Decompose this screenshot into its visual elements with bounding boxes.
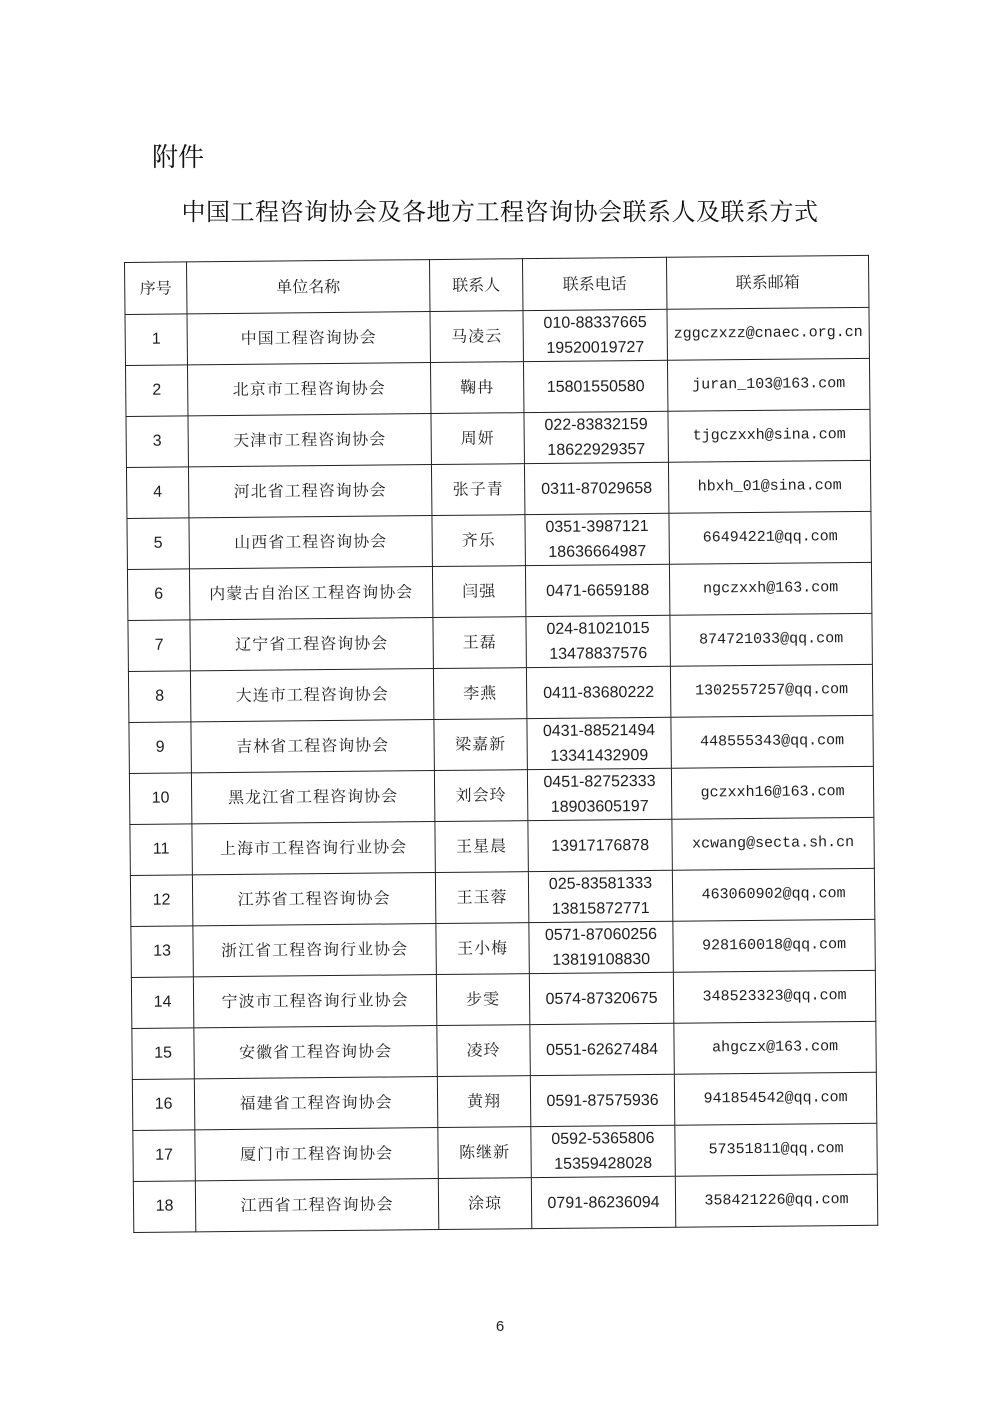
table-row [127,511,871,569]
contact-person: 李燕 [433,668,526,720]
phone-number: 0574-87320675 [545,989,658,1008]
organization-name: 山西省工程咨询协会 [189,516,432,569]
row-number: 3 [126,416,188,468]
contact-person: 涂琼 [438,1178,531,1230]
organization-name: 吉林省工程咨询协会 [191,720,434,773]
contact-person: 张子青 [431,464,524,516]
organization-name: 江苏省工程咨询协会 [192,873,435,926]
table-row [125,358,869,416]
phone-number: 13478837576 [549,644,648,663]
phone-number: 15359428028 [554,1154,653,1173]
header-email: 联系邮箱 [666,255,868,309]
row-number: 4 [126,467,188,519]
contact-phone [524,411,668,463]
table-row [131,919,875,977]
contact-phone [529,972,673,1024]
contact-person: 黄翔 [437,1076,530,1128]
row-number: 17 [133,1130,195,1182]
contact-person: 凌玲 [437,1025,530,1077]
contact-person: 王星晨 [435,821,528,873]
contact-email: xcwang@secta.sh.cn [672,817,874,870]
table-row [131,970,875,1028]
row-number: 14 [131,977,193,1029]
contact-phone [528,819,672,871]
table-row [127,562,871,620]
contact-email: ahgczx@163.com [674,1021,876,1074]
contact-person: 梁嘉新 [434,719,527,771]
phone-number: 010-88337665 [543,313,647,332]
contact-phone [528,870,672,922]
phone-number: 0351-3987121 [545,517,649,536]
contact-phone [527,717,671,769]
contact-email: 941854542@qq.com [674,1072,876,1125]
phone-number: 0311-87029658 [541,479,653,498]
contact-phone [523,360,667,412]
table-row [133,1174,877,1232]
contact-person: 鞠冉 [430,362,523,414]
contact-email: 358421226@qq.com [675,1174,877,1227]
contact-email: 1302557257@qq.com [670,664,872,717]
contact-phone [525,513,669,565]
header-phone: 联系电话 [522,257,666,310]
table-header-row [125,255,869,314]
organization-name: 内蒙古自治区工程咨询协会 [189,567,432,620]
organization-name: 厦门市工程咨询协会 [195,1128,438,1181]
contact-phone [526,615,670,667]
contact-person: 刘会玲 [434,770,527,822]
contact-person: 王玉蓉 [435,872,528,924]
organization-name: 北京市工程咨询协会 [187,363,430,416]
contact-email: 928160018@qq.com [673,919,875,972]
contact-email: gczxxh16@163.com [671,766,873,819]
contact-phone [527,768,671,820]
phone-number: 13341432909 [550,746,649,765]
organization-name: 浙江省工程咨询行业协会 [193,924,436,977]
row-number: 16 [132,1079,194,1131]
contact-person: 步雯 [436,974,529,1026]
organization-name: 河北省工程咨询协会 [188,465,431,518]
phone-number: 0471-6659188 [545,581,650,600]
phone-number: 13815872771 [551,899,650,918]
contact-phone [530,1074,674,1126]
phone-number: 0451-82752333 [543,772,656,791]
contact-email: juran_103@163.com [667,358,869,411]
organization-name: 黑龙江省工程咨询协会 [191,771,434,824]
row-number: 12 [130,875,192,927]
contact-email: 874721033@qq.com [670,613,872,666]
phone-number: 022-83832159 [544,415,648,434]
row-number: 5 [127,518,189,570]
phone-number: 19520019727 [546,339,645,357]
phone-number: 0411-83680222 [543,683,655,702]
contact-phone [530,1023,674,1075]
page-number: 6 [495,1318,505,1335]
contact-email: 66494221@qq.com [669,511,871,564]
table-row [130,817,874,875]
phone-number: 0571-87060256 [544,925,658,944]
row-number: 11 [130,824,192,876]
table-row [132,1021,876,1079]
header-no: 序号 [125,262,187,315]
contact-person: 齐乐 [432,515,525,567]
header-org: 单位名称 [187,260,430,314]
contact-person: 周妍 [431,413,524,465]
table-row [132,1072,876,1130]
table-row [130,868,874,926]
contact-email: zggczxzz@cnaec.org.cn [667,307,869,360]
contact-person: 王磊 [433,617,526,669]
row-number: 8 [128,671,190,723]
phone-number: 0431-88521494 [542,721,656,740]
row-number: 18 [133,1181,195,1233]
header-person: 联系人 [429,259,522,312]
contact-person: 闫强 [432,566,525,618]
contact-phone [529,921,673,973]
row-number: 10 [129,773,191,825]
phone-number: 18622929357 [547,441,646,459]
table-row [129,766,873,824]
organization-name: 辽宁省工程咨询协会 [190,618,433,671]
contact-phone [524,462,668,514]
contact-email: 348523323@qq.com [673,970,875,1023]
contact-person: 陈继新 [438,1127,531,1179]
organization-name: 宁波市工程咨询行业协会 [193,975,436,1028]
contact-email: tjgczxxh@sina.com [668,409,870,462]
phone-number: 18636664987 [548,543,647,561]
contact-phone [531,1176,675,1228]
organization-name: 天津市工程咨询协会 [188,414,431,467]
row-number: 13 [131,926,193,978]
contact-email: 448555343@qq.com [671,715,873,768]
contact-email: hbxh_01@sina.com [668,460,870,513]
contact-table [124,255,878,1233]
row-number: 1 [125,314,187,366]
contact-person: 王小梅 [436,923,529,975]
row-number: 6 [127,569,189,621]
table-row [128,664,872,722]
contact-person: 马凌云 [430,311,523,363]
phone-number: 13819108830 [552,950,651,969]
row-number: 7 [128,620,190,672]
phone-number: 0551-62627484 [545,1040,659,1059]
phone-number: 18903605197 [550,797,649,816]
table-row [126,460,870,518]
row-number: 15 [132,1028,194,1080]
table-row [129,715,873,773]
attachment-label: 附件 [152,143,205,173]
table-row [133,1123,877,1181]
phone-number: 15801550580 [546,377,645,396]
contact-email: 57351811@qq.com [675,1123,877,1176]
contact-email: ngczxxh@163.com [669,562,871,615]
contact-phone [523,309,667,361]
table-body [125,307,878,1232]
phone-number: 024-81021015 [546,619,650,638]
phone-number: 0791-86236094 [547,1193,660,1212]
contact-email: 463060902@qq.com [672,868,874,921]
table-row [125,307,869,365]
organization-name: 江西省工程咨询协会 [195,1179,438,1232]
phone-number: 0592-5365806 [551,1129,655,1148]
table-row [128,613,872,671]
organization-name: 大连市工程咨询协会 [190,669,433,722]
row-number: 9 [129,722,191,774]
contact-phone [526,666,670,718]
organization-name: 福建省工程咨询协会 [194,1077,437,1130]
organization-name: 安徽省工程咨询协会 [194,1026,437,1079]
document-title: 中国工程咨询协会及各地方工程咨询协会联系人及联系方式 [181,198,819,226]
phone-number: 0591-87575936 [546,1091,659,1110]
row-number: 2 [125,365,187,417]
table-row [126,409,870,467]
contact-phone [525,564,669,616]
contact-phone [531,1125,675,1177]
phone-number: 025-83581333 [548,874,653,893]
phone-number: 13917176878 [551,836,650,855]
organization-name: 上海市工程咨询行业协会 [192,822,435,875]
organization-name: 中国工程咨询协会 [187,312,430,365]
